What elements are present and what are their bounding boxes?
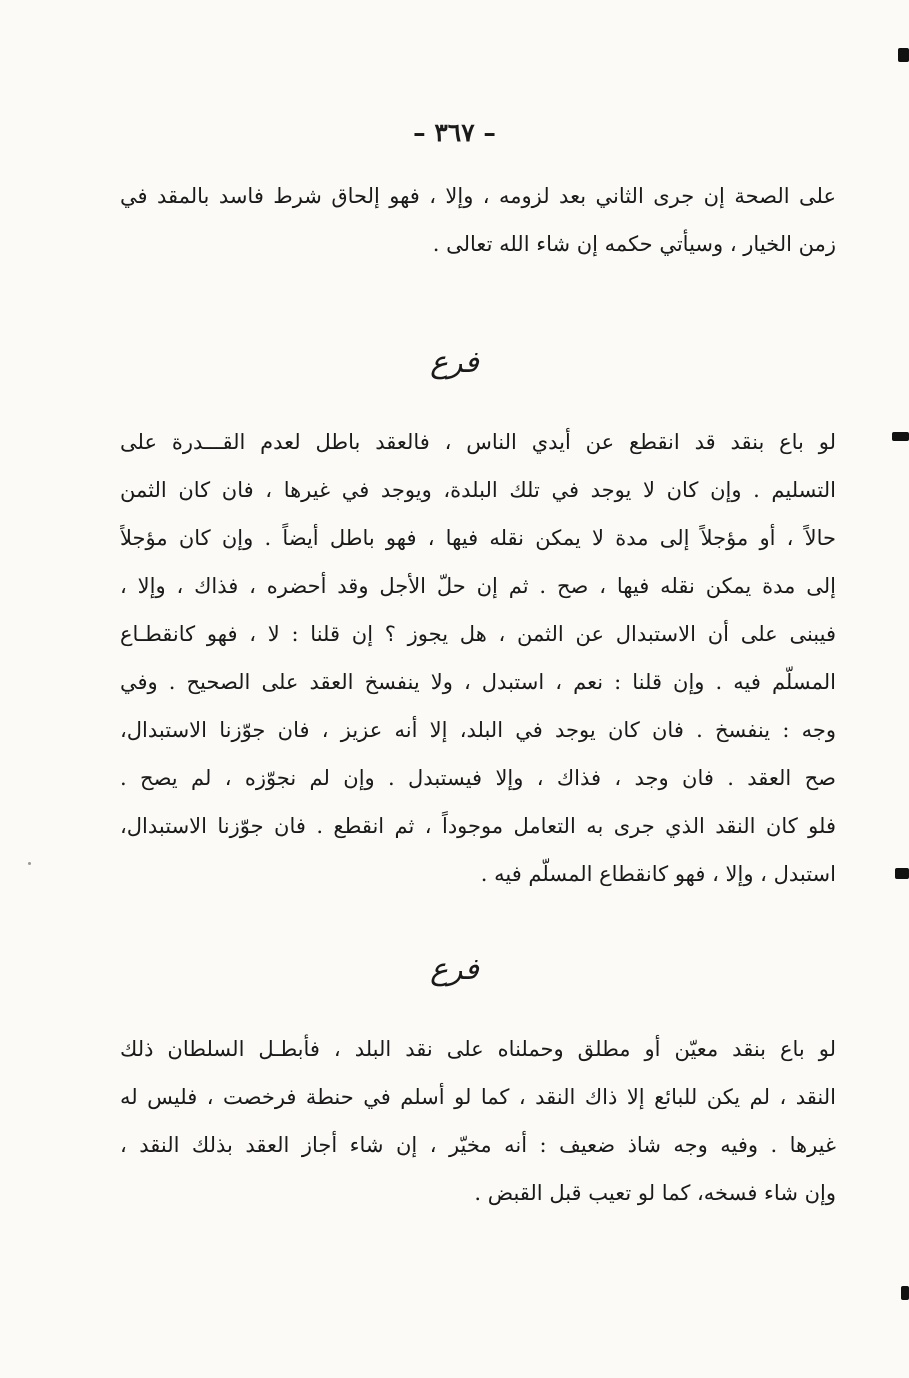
section-heading: فرع xyxy=(430,345,479,380)
text-line: المسلّم فيه . وإن قلنا : نعم ، استبدل ، ولا ينفسخ العقد على الصحيح . وفي xyxy=(120,670,836,694)
paragraph-1 xyxy=(120,172,836,268)
text-line: لو باع بنقد معيّن أو مطلق وحملناه على نقد البلد ، فأبطـل السلطان ذلك xyxy=(120,1037,836,1061)
text-line: غيرها . وفيه وجه شاذ ضعيف : أنه مخيّر ، إن شاء أجاز العقد بذلك النقد ، xyxy=(120,1133,836,1157)
paragraph-2 xyxy=(120,418,836,898)
text-line: فلو كان النقد الذي جرى به التعامل موجوداً ، ثم انقطع . فان جوّزنا الاستبدال، xyxy=(120,814,836,838)
text-line: صح العقد . فان وجد ، فذاك ، وإلا فيستبدل . وإن لم نجوّزه ، لم يصح . xyxy=(120,766,836,790)
binding-mark xyxy=(892,432,909,441)
speck xyxy=(28,862,31,865)
text-line: استبدل ، وإلا ، فهو كانقطاع المسلّم فيه . xyxy=(480,862,836,886)
text-line: النقد ، لم يكن للبائع إلا ذاك النقد ، كما لو أسلم في حنطة فرخصت ، فليس له xyxy=(120,1085,836,1109)
text-line: وإن شاء فسخه، كما لو تعيب قبل القبض . xyxy=(474,1181,836,1205)
text-line: زمن الخيار ، وسيأتي حكمه إن شاء الله تعالى . xyxy=(432,232,836,256)
text-line: فيبنى على أن الاستبدال عن الثمن ، هل يجوز ؟ إن قلنا : لا ، فهو كانقطـاع xyxy=(120,622,836,646)
binding-mark xyxy=(901,1286,909,1300)
section-heading: فرع xyxy=(430,952,479,987)
text-line: إلى مدة يمكن نقله فيها ، صح . ثم إن حلّ الأجل وقد أحضره ، فذاك ، وإلا ، xyxy=(120,574,836,598)
binding-mark xyxy=(898,48,909,62)
text-line: لو باع بنقد قد انقطع عن أيدي الناس ، فالعقد باطل لعدم القـــدرة على xyxy=(120,430,836,454)
paragraph-3 xyxy=(120,1025,836,1217)
binding-mark xyxy=(895,868,909,879)
text-line: التسليم . وإن كان لا يوجد في تلك البلدة، ويوجد في غيرها ، فان كان الثمن xyxy=(120,478,836,502)
page-number: – ٣٦٧ – xyxy=(413,118,496,147)
text-line: على الصحة إن جرى الثاني بعد لزومه ، وإلا ، فهو إلحاق شرط فاسد بالمقد في xyxy=(120,184,836,208)
text-line: حالاً ، أو مؤجلاً إلى مدة لا يمكن نقله فيها ، فهو باطل أيضاً . وإن كان مؤجلاً xyxy=(120,526,836,550)
text-line: وجه : ينفسخ . فان كان يوجد في البلد، إلا أنه عزيز ، فان جوّزنا الاستبدال، xyxy=(120,718,836,742)
